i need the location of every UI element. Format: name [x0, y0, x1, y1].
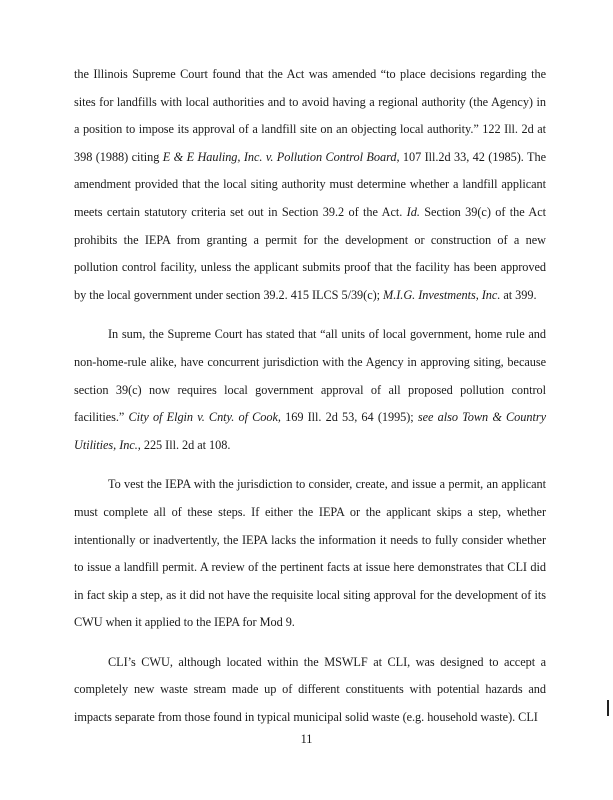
paragraph-3 [74, 471, 546, 637]
text-run: To vest the IEPA with the jurisdiction to consider, create, and issue a permit, an applicant must complete all of these steps. If either the IEPA or the applicant skips a step, whether intentionally or inadvertently, the IEPA lacks the information it needs to fully consider whether to issue a landfill permit. A review of the pertinent facts at issue here demonstrates that CLI did in fact skip a step, as it did not have the requisite local siting approval for the development of its CWU when it applied to the IEPA for Mod 9. [74, 477, 546, 630]
text-run: CLI’s CWU, although located within the MSWLF at CLI, was designed to accept a completely new waste stream made up of different constituents with potential hazards and impacts separate from those found in typical municipal solid waste (e.g. household waste). CLI [74, 654, 546, 725]
scan-edge-mark [607, 700, 609, 716]
case-citation: see also Town & Country Utilities, Inc., [74, 410, 546, 452]
text-run: 169 Ill. 2d 53, 64 (1995); [280, 410, 418, 425]
case-citation: E & E Hauling, Inc. v. Pollution Control Board, [162, 149, 400, 164]
text-run: 107 Ill.2d 33, 42 (1985). The amendment provided that the local siting authority must determine whether a landfill applicant meets certain statutory criteria set out in Section 39.2 of the Act. [74, 149, 546, 219]
case-citation: City of Elgin v. Cnty. of Cook, [128, 410, 281, 425]
paragraph-2 [74, 321, 546, 459]
paragraph-4 [74, 649, 546, 732]
text-run: In sum, the Supreme Court has stated that “all units of local government, home rule and non-home-rule alike, have concurrent jurisdiction with the Agency in approving siting, because section 39(c) now requires local government approval of all proposed pollution control facilities.” [74, 327, 546, 425]
text-run: Section 39(c) of the Act prohibits the IEPA from granting a permit for the development or construction of a new pollution control facility, unless the applicant submits proof that the facility has been approved by the local government under section 39.2. 415 ILCS 5/39(c); [74, 204, 547, 302]
page-number: 11 [300, 732, 313, 746]
paragraph-1 [74, 61, 546, 309]
text-run: at 399. [500, 287, 537, 302]
case-citation: Id. [406, 204, 420, 219]
text-run: 225 Ill. 2d at 108. [140, 437, 231, 452]
case-citation: M.I.G. Investments, Inc. [383, 287, 501, 302]
body-text [74, 61, 546, 732]
text-run: the Illinois Supreme Court found that the Act was amended “to place decisions regarding the sites for landfills with local authorities and to avoid having a regional authority (the Agency) in a position to impose its approval of a landfill site on an objecting local authority.” 122 Ill. 2d at 398 (1988) citing [74, 67, 546, 164]
